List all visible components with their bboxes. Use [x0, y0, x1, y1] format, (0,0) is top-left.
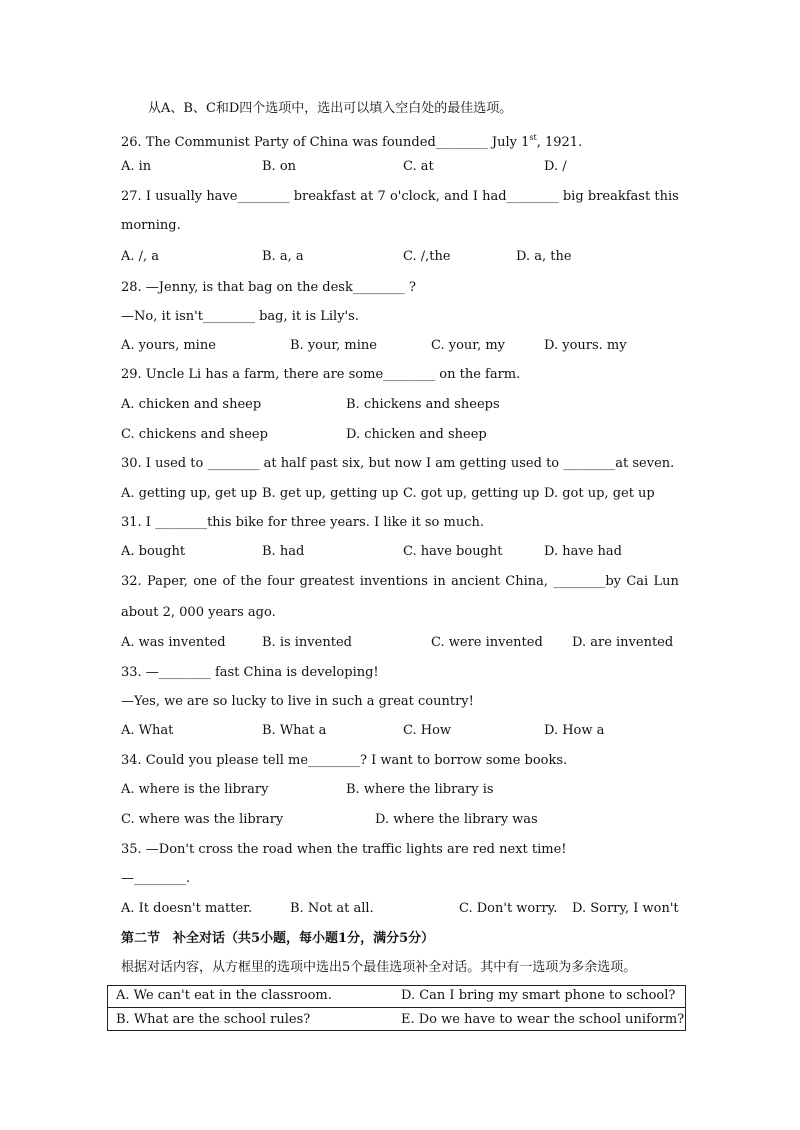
question-30-option-d: D. got up, get up [544, 486, 655, 501]
question-26-superscript: st [529, 133, 537, 142]
question-27-option-b: B. a, a [262, 249, 304, 264]
question-27-stem-text-word: had________ [482, 189, 559, 204]
question-32-stem-text-word: China, [505, 574, 549, 589]
question-34-option-d: D. where the library was [375, 812, 538, 827]
question-26-option-a: A. in [121, 159, 152, 174]
question-27-option-d: D. a, the [516, 249, 572, 264]
question-32-option-a: A. was invented [121, 635, 226, 650]
section-2-instruction: 根据对话内容，从方框里的选项中选出5个最佳选项补全对话。其中有一选项为多余选项。 [121, 960, 637, 975]
question-33-option-a: A. What [121, 723, 174, 738]
choice-d: D. Can I bring my smart phone to school? [401, 988, 676, 1003]
choice-e: E. Do we have to wear the school uniform? [401, 1012, 685, 1027]
question-29-option-d: D. chicken and sheep [346, 427, 487, 442]
question-29-option-c: C. chickens and sheep [121, 427, 268, 442]
question-28-stem-line1: 28. —Jenny, is that bag on the desk________ ? [121, 280, 416, 295]
question-30-stem: 30. I used to ________ at half past six, but now I am getting used to ________at seven. [121, 456, 675, 471]
question-26-option-b: B. on [262, 159, 297, 174]
question-27-option-a: A. /, a [121, 249, 160, 264]
question-32-stem-text-word: four [267, 574, 295, 589]
question-32-option-c: C. were invented [431, 635, 543, 650]
question-27-option-c: C. /,the [403, 249, 451, 264]
question-33-stem-line1: 33. —________ fast China is developing! [121, 665, 379, 680]
question-28-option-b: B. your, mine [290, 338, 377, 353]
question-27-stem-text-word: at [360, 189, 374, 204]
question-26-option-d: D. / [544, 159, 567, 174]
question-34-option-c: C. where was the library [121, 812, 284, 827]
question-32-stem-text-word: 32. [121, 574, 142, 589]
question-32-stem-text-word: ancient [451, 574, 500, 589]
section-2-title: 第二节 补全对话（共5小题，每小题1分，满分5分） [121, 931, 435, 946]
question-32-stem-text-word: the [240, 574, 262, 589]
question-33-stem-line2: —Yes, we are so lucky to live in such a great country! [121, 694, 474, 709]
question-31-option-c: C. have bought [403, 544, 503, 559]
question-32-stem-text-word: Lun [653, 574, 679, 589]
question-28-option-a: A. yours, mine [121, 338, 216, 353]
question-35-option-d: D. Sorry, I won't [572, 901, 679, 916]
question-32-stem-text-word: Cai [626, 574, 649, 589]
question-31-stem: 31. I ________this bike for three years. I like it so much. [121, 515, 484, 530]
question-35-option-b: B. Not at all. [290, 901, 374, 916]
question-29-option-a: A. chicken and sheep [121, 397, 262, 412]
choice-box-divider [108, 1007, 685, 1008]
question-31-option-a: A. bought [121, 544, 186, 559]
question-32-option-b: B. is invented [262, 635, 352, 650]
question-35-option-a: A. It doesn't matter. [121, 901, 253, 916]
question-29-stem: 29. Uncle Li has a farm, there are some________ on the farm. [121, 367, 521, 382]
question-27-stem-text-word: 7 [377, 189, 386, 204]
question-27-stem-text-word: big [562, 189, 584, 204]
question-28-option-d: D. yours. my [544, 338, 627, 353]
choice-box [107, 985, 686, 1031]
question-27-stem-text-word: breakfast [587, 189, 651, 204]
question-34-stem: 34. Could you please tell me________? I want to borrow some books. [121, 753, 568, 768]
question-27-stem-text-word: breakfast [293, 189, 357, 204]
question-33-option-c: C. How [403, 723, 452, 738]
question-30-option-b: B. get up, getting up [262, 486, 399, 501]
choice-b: B. What are the school rules? [116, 1012, 311, 1027]
question-33-option-b: B. What a [262, 723, 327, 738]
question-27-stem-text-word: have________ [206, 189, 290, 204]
question-28-option-c: C. your, my [431, 338, 506, 353]
question-27-stem-text-word: and [444, 189, 469, 204]
question-32-stem-text-word: of [222, 574, 236, 589]
question-30-option-a: A. getting up, get up [121, 486, 258, 501]
instruction-text: 从A、B、C和D四个选项中，选出可以填入空白处的最佳选项。 [148, 101, 513, 116]
question-32-stem-text-word: in [433, 574, 446, 589]
question-33-option-d: D. How a [544, 723, 605, 738]
question-27-stem-line1 [121, 189, 679, 205]
question-27-stem-line2: morning. [121, 218, 181, 233]
question-27-stem-text-word: I [472, 189, 478, 204]
question-26-stem [121, 130, 582, 151]
question-29-option-b: B. chickens and sheeps [346, 397, 500, 412]
question-28-stem-line2: —No, it isn't________ bag, it is Lily's. [121, 309, 359, 324]
question-27-stem-text-word: o'clock, [389, 189, 440, 204]
question-27-stem-text-word: 27. [121, 189, 142, 204]
question-32-option-d: D. are invented [572, 635, 674, 650]
question-27-stem-text-word: I [145, 189, 152, 204]
question-30-option-c: C. got up, getting up [403, 486, 540, 501]
question-32-stem-text-word: greatest [299, 574, 355, 589]
question-32-stem-text-word: Paper, [147, 574, 188, 589]
question-32-stem-text-word: one [193, 574, 218, 589]
question-32-stem-text-word: ________by [553, 574, 622, 589]
question-26-stem-part1: 26. The Communist Party of China was founded________ July 1 [121, 135, 530, 150]
question-34-option-b: B. where the library is [346, 782, 494, 797]
question-27-stem-text-word: this [654, 189, 679, 204]
question-34-option-a: A. where is the library [121, 782, 269, 797]
question-32-stem-text-word: inventions [359, 574, 428, 589]
question-26-stem-part2: , 1921. [536, 135, 583, 150]
question-26-option-c: C. at [403, 159, 434, 174]
question-32-stem-line2: about 2, 000 years ago. [121, 605, 276, 620]
choice-a: A. We can't eat in the classroom. [116, 988, 332, 1003]
question-27-stem-text-word: usually [155, 189, 203, 204]
question-35-stem-line1: 35. —Don't cross the road when the traffic lights are red next time! [121, 842, 567, 857]
question-31-option-b: B. had [262, 544, 305, 559]
question-32-stem-line1 [121, 574, 679, 590]
question-35-option-c: C. Don't worry. [459, 901, 558, 916]
question-31-option-d: D. have had [544, 544, 622, 559]
question-35-stem-line2: —________. [121, 871, 191, 886]
